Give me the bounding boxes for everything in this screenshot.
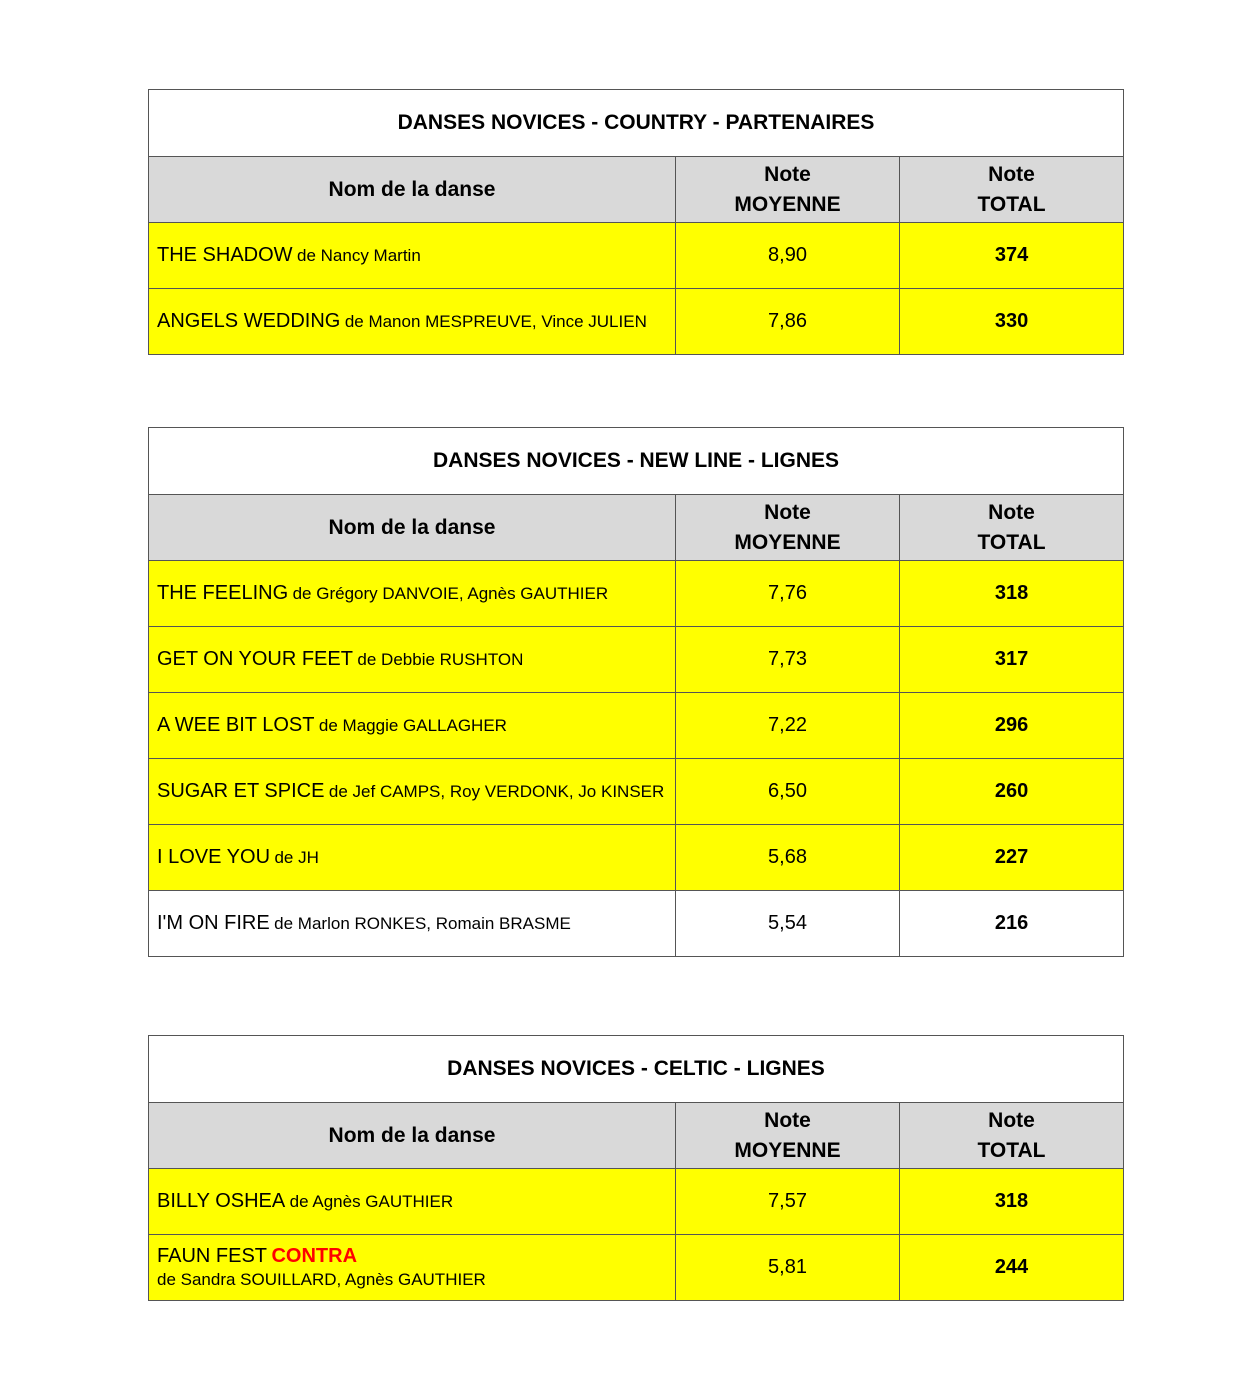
column-header-name: Nom de la danse [149, 1103, 676, 1169]
dance-author: de Jef CAMPS, Roy VERDONK, Jo KINSER [328, 782, 665, 801]
average-score: 7,86 [676, 289, 900, 355]
dance-author: de Debbie RUSHTON [357, 650, 524, 669]
column-header-average-line2: MOYENNE [734, 1138, 841, 1162]
table-row [149, 825, 1124, 891]
column-header-total-line2: TOTAL [977, 192, 1046, 216]
dance-name-cell [149, 693, 676, 759]
table-title: DANSES NOVICES - NEW LINE - LIGNES [149, 428, 1124, 495]
dance-author: de Manon MESPREUVE, Vince JULIEN [344, 312, 647, 331]
column-header-average-line1: Note [764, 500, 811, 524]
table-title: DANSES NOVICES - COUNTRY - PARTENAIRES [149, 90, 1124, 157]
column-header-average-line1: Note [764, 162, 811, 186]
column-header-total [900, 1103, 1124, 1169]
total-score: 296 [900, 693, 1124, 759]
column-header-name: Nom de la danse [149, 495, 676, 561]
dance-title: I LOVE YOU [157, 846, 271, 868]
dance-author: de Sandra SOUILLARD, Agnès GAUTHIER [157, 1270, 486, 1289]
total-score: 330 [900, 289, 1124, 355]
column-header-average [676, 1103, 900, 1169]
dance-author: de Nancy Martin [297, 246, 421, 265]
total-score: 244 [900, 1235, 1124, 1301]
table-title: DANSES NOVICES - CELTIC - LIGNES [149, 1036, 1124, 1103]
average-score: 7,76 [676, 561, 900, 627]
dance-author: de Marlon RONKES, Romain BRASME [274, 914, 571, 933]
dance-title: THE FEELING [157, 582, 289, 604]
dance-name-cell [149, 627, 676, 693]
column-header-total [900, 495, 1124, 561]
dance-name-cell [149, 1235, 676, 1301]
average-score: 5,54 [676, 891, 900, 957]
column-header-total-line1: Note [988, 500, 1035, 524]
total-score: 260 [900, 759, 1124, 825]
dance-author: de JH [274, 848, 319, 867]
dance-title: BILLY OSHEA [157, 1190, 286, 1212]
dance-title: GET ON YOUR FEET [157, 648, 353, 670]
total-score: 374 [900, 223, 1124, 289]
column-header-average-line1: Note [764, 1108, 811, 1132]
column-header-total-line1: Note [988, 162, 1035, 186]
results-table-country [148, 89, 1124, 355]
column-header-average-line2: MOYENNE [734, 192, 841, 216]
dance-name-cell [149, 891, 676, 957]
dance-name-cell [149, 1169, 676, 1235]
contra-tag: CONTRA [271, 1245, 358, 1267]
column-header-average [676, 157, 900, 223]
average-score: 6,50 [676, 759, 900, 825]
average-score: 7,57 [676, 1169, 900, 1235]
dance-title: SUGAR ET SPICE [157, 780, 325, 802]
dance-author: de Agnès GAUTHIER [289, 1192, 454, 1211]
column-header-name: Nom de la danse [149, 157, 676, 223]
dance-name-cell [149, 223, 676, 289]
total-score: 318 [900, 561, 1124, 627]
table-row [149, 223, 1124, 289]
dance-name-cell [149, 289, 676, 355]
dance-title: THE SHADOW [157, 244, 293, 266]
column-header-total-line1: Note [988, 1108, 1035, 1132]
dance-author: de Maggie GALLAGHER [318, 716, 507, 735]
table-row [149, 759, 1124, 825]
average-score: 7,73 [676, 627, 900, 693]
total-score: 317 [900, 627, 1124, 693]
column-header-total-line2: TOTAL [977, 1138, 1046, 1162]
average-score: 8,90 [676, 223, 900, 289]
table-row [149, 1235, 1124, 1301]
total-score: 227 [900, 825, 1124, 891]
dance-title: I'M ON FIRE [157, 912, 270, 934]
table-row [149, 289, 1124, 355]
table-row [149, 891, 1124, 957]
dance-name-cell [149, 759, 676, 825]
total-score: 318 [900, 1169, 1124, 1235]
table-row [149, 1169, 1124, 1235]
results-table-celtic [148, 1035, 1124, 1301]
dance-author: de Grégory DANVOIE, Agnès GAUTHIER [292, 584, 609, 603]
dance-title: A WEE BIT LOST [157, 714, 315, 736]
dance-name-cell [149, 561, 676, 627]
total-score: 216 [900, 891, 1124, 957]
column-header-average-line2: MOYENNE [734, 530, 841, 554]
column-header-average [676, 495, 900, 561]
average-score: 5,81 [676, 1235, 900, 1301]
dance-title: FAUN FEST [157, 1245, 268, 1267]
table-row [149, 693, 1124, 759]
table-row [149, 627, 1124, 693]
dance-name-cell [149, 825, 676, 891]
results-table-new-line [148, 427, 1124, 957]
dance-title: ANGELS WEDDING [157, 310, 341, 332]
average-score: 7,22 [676, 693, 900, 759]
table-row [149, 561, 1124, 627]
average-score: 5,68 [676, 825, 900, 891]
column-header-total-line2: TOTAL [977, 530, 1046, 554]
column-header-total [900, 157, 1124, 223]
